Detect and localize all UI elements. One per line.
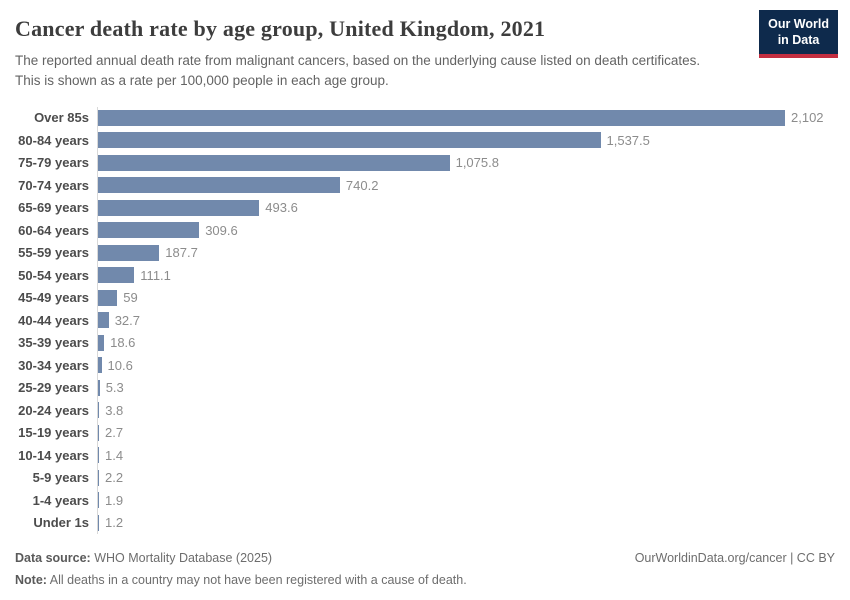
bar-track <box>97 489 835 512</box>
bar-label: 75-79 years <box>18 155 89 171</box>
chart-row <box>15 422 835 445</box>
bar-label: 55-59 years <box>18 245 89 261</box>
bar[interactable] <box>98 380 100 396</box>
bar-label: 1-4 years <box>32 492 89 508</box>
chart-row <box>15 174 835 197</box>
chart-row <box>15 152 835 175</box>
bar-track <box>97 152 835 175</box>
owid-logo[interactable] <box>759 10 838 58</box>
bar-label: 15-19 years <box>18 425 89 441</box>
bar-label: 60-64 years <box>18 222 89 238</box>
chart-row <box>15 242 835 265</box>
bar[interactable] <box>98 222 199 238</box>
bar[interactable] <box>98 492 99 508</box>
bar-value-label: 3.8 <box>105 402 124 418</box>
chart-row <box>15 377 835 400</box>
owid-logo-line1: Our World <box>768 17 829 31</box>
bar-value-label: 5.3 <box>105 380 124 396</box>
bar-label: 10-14 years <box>18 447 89 463</box>
bar-track <box>97 422 835 445</box>
bar-track <box>97 264 835 287</box>
bar-track <box>97 332 835 355</box>
bar[interactable] <box>98 267 134 283</box>
bar-value-label: 1.2 <box>105 515 124 531</box>
bar[interactable] <box>98 245 159 261</box>
note-line <box>15 572 835 588</box>
bar-value-label: 187.7 <box>165 245 198 261</box>
chart-row <box>15 332 835 355</box>
bar-track <box>97 129 835 152</box>
bar-chart <box>15 107 835 535</box>
bar-label: 65-69 years <box>18 200 89 216</box>
bar[interactable] <box>98 290 117 306</box>
bar-track <box>97 309 835 332</box>
bar-track <box>97 444 835 467</box>
chart-row <box>15 287 835 310</box>
bar-value-label: 2.2 <box>105 470 124 486</box>
footer-row-1 <box>15 550 835 566</box>
bar-track <box>97 242 835 265</box>
bar-value-label: 111.1 <box>140 267 171 283</box>
bar-value-label: 740.2 <box>345 177 379 193</box>
bar-value-label: 10.6 <box>107 357 133 373</box>
bar-label: 20-24 years <box>18 402 89 418</box>
bar[interactable] <box>98 515 99 531</box>
page-title: Cancer death rate by age group, United Kingdom, 2021 <box>15 16 546 41</box>
data-source-line <box>15 550 272 566</box>
bar-value-label: 59 <box>123 290 138 306</box>
bar-label: 35-39 years <box>18 335 89 351</box>
bar[interactable] <box>98 312 109 328</box>
bar[interactable] <box>98 470 99 486</box>
note-text: All deaths in a country may not have been registered with a cause of death. <box>49 572 467 587</box>
owid-logo-line2: in Data <box>777 33 820 48</box>
bar[interactable] <box>98 200 259 216</box>
bar-track <box>97 107 835 130</box>
bar-value-label: 493.6 <box>265 200 298 216</box>
chart-row <box>15 129 835 152</box>
footer <box>15 550 835 589</box>
bar-value-label: 309.6 <box>205 222 238 238</box>
bar-track <box>97 354 835 377</box>
bar-track <box>97 219 835 242</box>
bar[interactable] <box>98 155 450 171</box>
bar-label: 80-84 years <box>18 132 89 148</box>
bar-track <box>97 512 835 535</box>
bar-label: 30-34 years <box>18 357 89 373</box>
bar-track <box>97 467 835 490</box>
bar-label: 5-9 years <box>32 470 89 486</box>
owid-link[interactable]: OurWorldinData.org/cancer | CC BY <box>634 550 835 565</box>
bar-value-label: 18.6 <box>110 335 136 351</box>
chart-row <box>15 399 835 422</box>
bar-label: 50-54 years <box>18 267 89 283</box>
note-label: Note: <box>15 572 47 587</box>
chart-row <box>15 467 835 490</box>
bar[interactable] <box>98 110 785 126</box>
bar-track <box>97 174 835 197</box>
bar-value-label: 1,537.5 <box>606 132 650 148</box>
bar-track <box>97 399 835 422</box>
bar-label: 70-74 years <box>18 177 89 193</box>
bar-label: 25-29 years <box>18 380 89 396</box>
bar-value-label: 2,102 <box>791 110 824 126</box>
bar-label: 40-44 years <box>18 312 89 328</box>
header <box>15 14 835 92</box>
bar-label: 45-49 years <box>18 290 89 306</box>
bar-value-label: 1.9 <box>105 492 124 508</box>
bar[interactable] <box>98 402 99 418</box>
bar[interactable] <box>98 357 102 373</box>
bar-track <box>97 197 835 220</box>
chart-row <box>15 219 835 242</box>
chart-row <box>15 444 835 467</box>
chart-row <box>15 489 835 512</box>
bar[interactable] <box>98 177 340 193</box>
bar[interactable] <box>98 335 104 351</box>
chart-row <box>15 107 835 130</box>
data-source-label: Data source: <box>15 550 91 565</box>
bar[interactable] <box>98 132 601 148</box>
bar[interactable] <box>98 447 99 463</box>
chart-row <box>15 197 835 220</box>
bar-track <box>97 377 835 400</box>
bar-label: Under 1s <box>33 515 89 531</box>
chart-row <box>15 512 835 535</box>
bar-track <box>97 287 835 310</box>
chart-row <box>15 264 835 287</box>
data-source-text: WHO Mortality Database (2025) <box>94 550 273 565</box>
bar-value-label: 2.7 <box>105 425 124 441</box>
chart-subtitle: The reported annual death rate from malignant cancers, based on the underlying cause listed on death certificates. This is shown as a rate per 100,000 people in each age group. <box>15 53 701 89</box>
bar-value-label: 1.4 <box>105 447 124 463</box>
chart-row <box>15 309 835 332</box>
bar-value-label: 1,075.8 <box>455 155 499 171</box>
bar[interactable] <box>98 425 99 441</box>
bar-label: Over 85s <box>34 110 89 126</box>
chart-row <box>15 354 835 377</box>
bar-value-label: 32.7 <box>114 312 140 328</box>
